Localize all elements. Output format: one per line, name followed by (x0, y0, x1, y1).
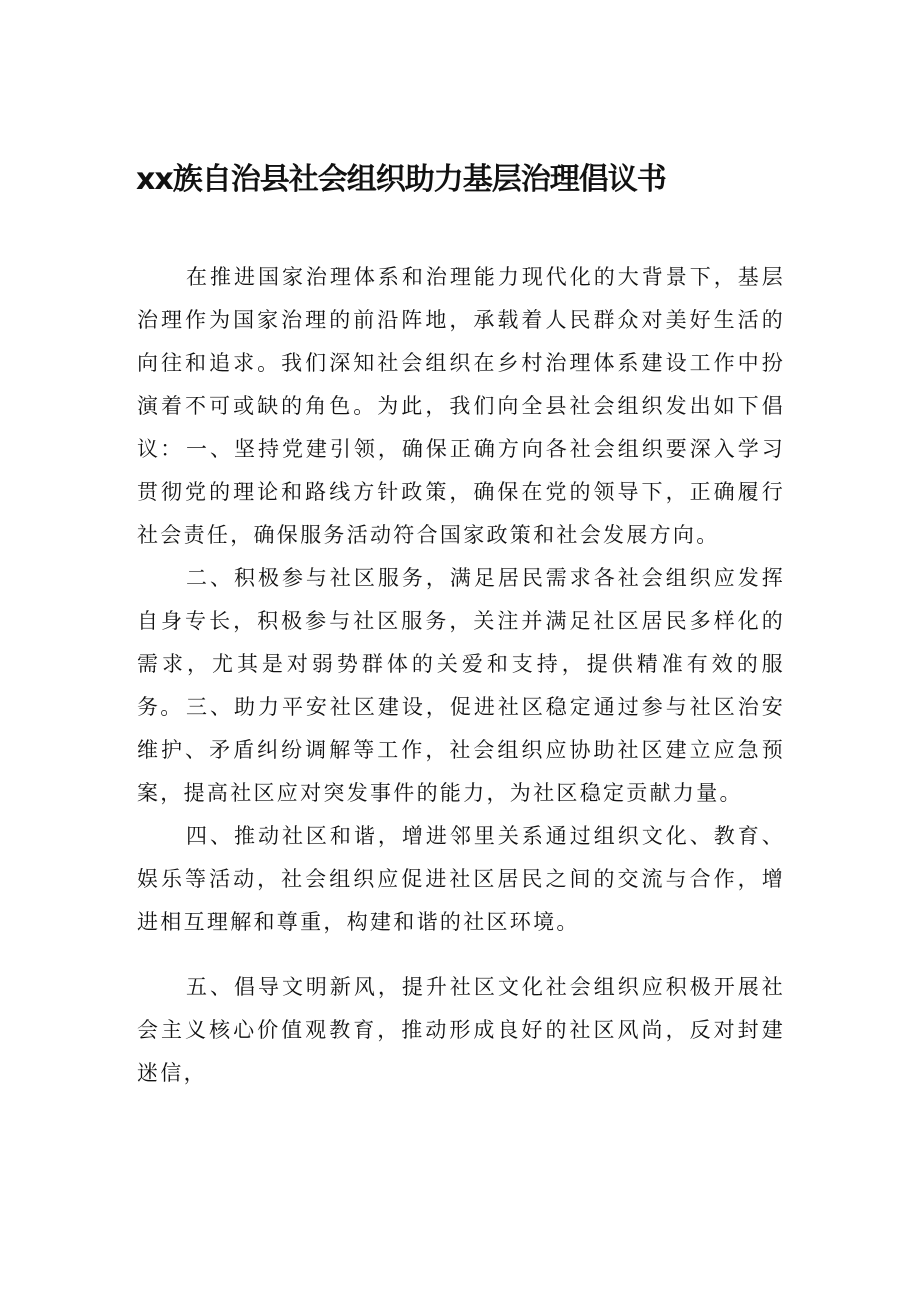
intro-paragraph: 在推进国家治理体系和治理能力现代化的大背景下，基层治理作为国家治理的前沿阵地，承载着人民群众对美好生活的向往和追求。我们深知社会组织在乡村治理体系建设工作中扮演着不可或缺的角色。为此，我们向全县社会组织发出如下倡议： (137, 265, 785, 461)
document-title: xx族自治县社会组织助力基层治理倡议书 (136, 162, 666, 197)
proposal-item-2: 二、积极参与社区服务，满足居民需求各社会组织应发挥自身专长，积极参与社区服务，关注并满足社区居民多样化的需求，尤其是对弱势群体的关爱和支持，提供精准有效的服务。 (137, 566, 785, 719)
proposal-item-1: 一、坚持党建引领，确保正确方向各社会组织要深入学习贯彻党的理论和路线方针政策，确保在党的领导下，正确履行社会责任，确保服务活动符合国家政策和社会发展方向。 (137, 437, 785, 547)
proposal-item-4: 四、推动社区和谐，增进邻里关系通过组织文化、教育、娱乐等活动，社会组织应促进社区居民之间的交流与合作，增进相互理解和尊重，构建和谐的社区环境。 (137, 824, 785, 934)
proposal-item-3: 三、助力平安社区建设，促进社区稳定通过参与社区治安维护、矛盾纠纷调解等工作，社会组织应协助社区建立应急预案，提高社区应对突发事件的能力，为社区稳定贡献力量。 (137, 695, 785, 805)
proposal-item-5: 五、倡导文明新风，提升社区文化社会组织应积极开展社会主义核心价值观教育，推动形成良好的社区风尚，反对封建迷信， (137, 975, 785, 1085)
